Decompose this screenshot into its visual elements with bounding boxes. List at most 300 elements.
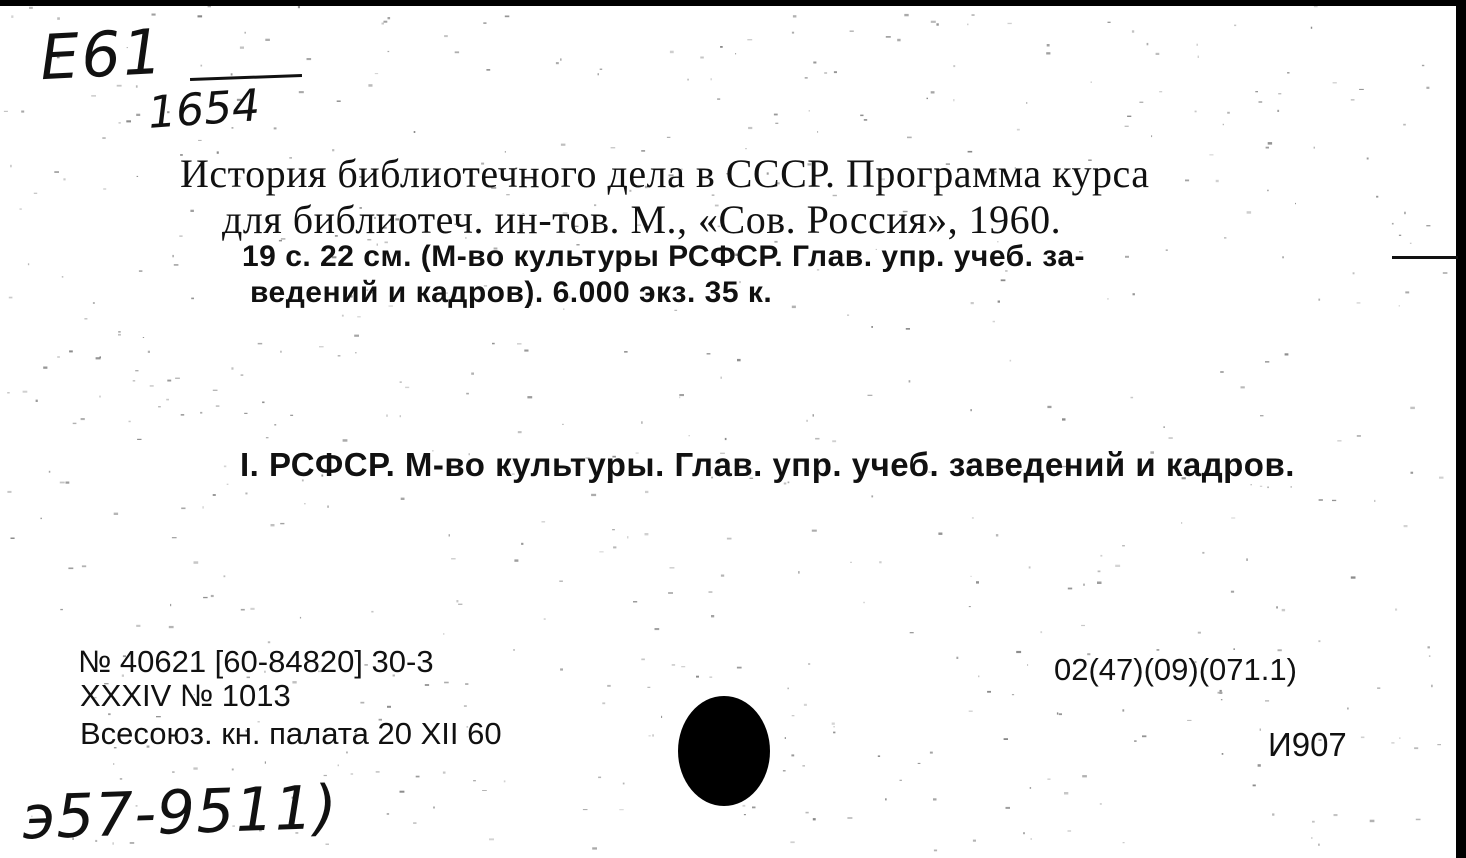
speckle xyxy=(721,575,724,577)
speckle xyxy=(775,123,778,124)
speckle xyxy=(967,24,968,26)
speckle xyxy=(1439,477,1444,479)
speckle xyxy=(7,392,10,394)
speckle xyxy=(139,270,143,272)
speckle xyxy=(167,380,171,382)
speckle xyxy=(1133,293,1135,295)
speckle xyxy=(241,609,245,611)
speckle xyxy=(1337,440,1341,441)
speckle xyxy=(933,798,937,800)
speckle xyxy=(1334,814,1338,816)
speckle xyxy=(847,817,852,818)
speckle xyxy=(1216,180,1219,182)
speckle xyxy=(850,31,854,32)
speckle xyxy=(847,315,849,316)
speckle xyxy=(1151,135,1152,137)
speckle xyxy=(1426,87,1429,89)
speckle xyxy=(611,147,616,148)
speckle xyxy=(602,702,605,704)
speckle xyxy=(1267,190,1269,192)
speckle xyxy=(1357,302,1361,303)
speckle xyxy=(133,380,136,381)
speckle xyxy=(681,666,685,667)
speckle xyxy=(1411,472,1414,474)
speckle xyxy=(1097,582,1102,585)
speckle xyxy=(181,414,185,416)
speckle xyxy=(1282,256,1283,258)
speckle xyxy=(203,597,208,598)
speckle xyxy=(456,600,458,602)
speckle xyxy=(382,23,385,25)
speckle xyxy=(1399,738,1400,739)
speckle xyxy=(298,6,300,8)
speckle xyxy=(1258,764,1261,767)
speckle xyxy=(405,387,409,388)
speckle xyxy=(514,559,518,561)
speckle xyxy=(274,127,277,129)
speckle xyxy=(1426,225,1430,226)
speckle xyxy=(1062,418,1066,420)
speckle xyxy=(1231,591,1234,593)
speckle xyxy=(1250,484,1252,485)
speckle xyxy=(798,571,800,574)
speckle xyxy=(387,706,391,708)
speckle xyxy=(930,752,933,754)
speckle xyxy=(833,726,834,727)
speckle xyxy=(416,776,420,778)
speckle xyxy=(1266,147,1269,149)
speckle xyxy=(1068,830,1072,831)
speckle xyxy=(20,209,22,210)
speckle xyxy=(307,58,312,60)
speckle xyxy=(802,765,805,766)
speckle xyxy=(972,14,975,16)
speckle xyxy=(560,58,562,60)
speckle xyxy=(1198,56,1199,58)
speckle xyxy=(1125,126,1129,127)
speckle xyxy=(1159,91,1162,92)
speckle xyxy=(231,73,233,75)
speckle xyxy=(785,737,786,739)
speckle xyxy=(1370,820,1375,823)
speckle xyxy=(414,131,416,133)
speckle xyxy=(1260,486,1262,487)
speckle xyxy=(931,91,935,93)
speckle xyxy=(224,466,226,468)
speckle xyxy=(29,7,33,9)
speckle xyxy=(118,334,121,336)
speckle xyxy=(1131,397,1134,399)
speckle xyxy=(1376,196,1378,198)
speckle xyxy=(1068,588,1072,590)
speckle xyxy=(1253,785,1256,787)
speckle xyxy=(1265,361,1269,363)
speckle xyxy=(1319,499,1323,501)
speckle xyxy=(1082,775,1087,777)
speckle xyxy=(319,346,324,347)
speckle xyxy=(1265,700,1269,702)
speckle xyxy=(1361,737,1365,739)
speckle xyxy=(900,780,902,781)
speckle xyxy=(1006,807,1011,809)
speckle xyxy=(627,536,628,538)
speckle xyxy=(1185,180,1189,182)
speckle xyxy=(1057,712,1058,714)
speckle xyxy=(1219,693,1222,694)
speckle xyxy=(1399,235,1401,236)
speckle xyxy=(1091,82,1092,83)
speckle xyxy=(598,73,600,75)
speckle xyxy=(150,385,154,386)
speckle xyxy=(1008,23,1012,24)
call-number-bottom: 1654 xyxy=(146,80,262,139)
speckle xyxy=(717,98,720,100)
speckle xyxy=(201,65,203,67)
speckle xyxy=(354,335,359,337)
speckle xyxy=(388,51,390,52)
speckle xyxy=(444,682,449,684)
speckle xyxy=(1134,740,1137,742)
speckle xyxy=(527,396,532,398)
speckle xyxy=(815,438,819,440)
speckle xyxy=(521,543,523,545)
speckle xyxy=(292,681,296,683)
speckle xyxy=(1181,522,1182,524)
speckle xyxy=(711,78,712,80)
speckle xyxy=(607,685,611,687)
speckle xyxy=(743,805,746,807)
speckle xyxy=(371,611,373,613)
speckle xyxy=(10,165,11,168)
speckle xyxy=(709,676,712,678)
speckle xyxy=(1187,720,1191,721)
speckle xyxy=(1234,25,1236,27)
speckle xyxy=(1107,298,1109,299)
speckle xyxy=(93,302,95,303)
speckle xyxy=(81,418,85,420)
speckle xyxy=(1416,819,1421,821)
speckle xyxy=(211,595,214,597)
speckle xyxy=(102,137,105,139)
speckle xyxy=(1268,487,1269,489)
speckle xyxy=(250,608,254,610)
speckle xyxy=(1312,821,1315,823)
speckle xyxy=(1392,223,1394,225)
speckle xyxy=(909,380,911,382)
speckle xyxy=(181,508,185,510)
speckle xyxy=(1278,93,1281,94)
speckle xyxy=(871,495,873,497)
speckle xyxy=(1064,792,1068,795)
speckle xyxy=(1311,27,1312,29)
speckle xyxy=(748,127,752,129)
speckle xyxy=(1374,500,1375,502)
speckle xyxy=(40,518,42,519)
speckle xyxy=(973,840,976,842)
speckle xyxy=(972,517,974,519)
speckle xyxy=(200,412,202,414)
speckle xyxy=(1391,742,1394,743)
speckle xyxy=(792,306,796,309)
speckle xyxy=(113,764,114,765)
speckle xyxy=(1285,353,1289,355)
speckle xyxy=(1268,142,1272,145)
speckle xyxy=(1282,609,1285,611)
speckle xyxy=(216,405,220,407)
speckle xyxy=(11,538,15,540)
speckle xyxy=(1404,525,1408,527)
speckle xyxy=(271,524,275,526)
speckle xyxy=(213,494,216,496)
speckle xyxy=(400,415,401,417)
speckle xyxy=(231,367,233,369)
speckle xyxy=(619,809,623,810)
speckle xyxy=(66,482,70,484)
speckle xyxy=(69,350,73,352)
speckle xyxy=(808,663,810,664)
speckle xyxy=(1115,565,1120,567)
speckle xyxy=(137,439,141,440)
speckle xyxy=(1125,256,1129,258)
speckle xyxy=(1100,555,1102,557)
speckle xyxy=(886,36,891,37)
speckle xyxy=(1422,65,1424,66)
speckle xyxy=(993,321,995,323)
speckle xyxy=(82,565,86,567)
speckle xyxy=(720,46,723,48)
speckle xyxy=(129,421,131,423)
speckle xyxy=(172,537,177,538)
speckle xyxy=(471,373,474,375)
speckle xyxy=(513,649,515,651)
speckle xyxy=(492,343,495,345)
speckle xyxy=(103,189,106,190)
speckle xyxy=(542,521,546,522)
speckle xyxy=(1031,838,1032,839)
speckle xyxy=(262,402,264,404)
speckle xyxy=(1197,44,1198,46)
author-code: И907 xyxy=(1268,726,1347,763)
speckle xyxy=(744,814,746,815)
speckle xyxy=(1272,813,1274,815)
speckle xyxy=(443,633,444,635)
speckle xyxy=(49,471,51,473)
speckle xyxy=(137,176,139,177)
speckle xyxy=(897,39,900,42)
speckle xyxy=(258,343,263,345)
speckle xyxy=(455,51,459,53)
speckle xyxy=(850,562,851,563)
call-number-top: Е61 xyxy=(38,14,166,95)
speckle xyxy=(473,780,476,781)
speckle xyxy=(1414,747,1418,749)
speckle xyxy=(1016,651,1021,653)
speckle xyxy=(401,498,405,500)
speckle xyxy=(1351,99,1355,100)
speckle xyxy=(91,95,96,96)
speckle xyxy=(227,484,229,485)
speckle xyxy=(1166,250,1168,251)
speckle xyxy=(670,51,674,54)
speckle xyxy=(737,667,742,669)
speckle xyxy=(969,711,973,712)
speckle xyxy=(709,591,713,593)
tracing-entry: I. РСФСР. М-во культуры. Глав. упр. учеб. заведений и кадров. xyxy=(240,446,1295,483)
speckle xyxy=(9,297,13,299)
speckle xyxy=(190,210,194,212)
description-line-2: ведений и кадров). 6.000 экз. 35 к. xyxy=(250,276,773,309)
speckle xyxy=(342,315,344,317)
speckle xyxy=(1314,147,1315,149)
speckle xyxy=(1163,426,1165,428)
speckle xyxy=(60,609,63,610)
speckle xyxy=(647,687,650,688)
speckle xyxy=(633,601,637,603)
speckle xyxy=(504,780,506,782)
speckle xyxy=(971,576,972,577)
speckle xyxy=(245,32,246,34)
speckle xyxy=(299,91,304,93)
speckle xyxy=(788,688,789,690)
speckle xyxy=(927,98,929,99)
speckle xyxy=(1220,690,1222,692)
speckle xyxy=(599,551,603,552)
speckle xyxy=(517,343,522,344)
speckle xyxy=(136,625,140,627)
speckle xyxy=(1139,102,1143,103)
footer-line-1: № 40621 [60-84820] 30-3 xyxy=(78,644,434,679)
speckle xyxy=(804,704,807,706)
speckle xyxy=(936,23,938,25)
speckle xyxy=(1233,648,1235,650)
speckle xyxy=(1231,518,1235,519)
inventory-number: э57-9511) xyxy=(20,772,340,854)
speckle xyxy=(338,765,339,767)
speckle xyxy=(976,581,979,583)
speckle xyxy=(727,538,732,540)
speckle xyxy=(54,171,59,173)
speckle xyxy=(1259,101,1263,103)
speckle xyxy=(696,676,699,678)
speckle xyxy=(1351,576,1356,578)
speckle xyxy=(1147,43,1149,45)
speckle xyxy=(679,394,684,396)
speckle xyxy=(483,22,486,23)
speckle xyxy=(987,691,991,693)
speckle xyxy=(451,558,456,560)
speckle xyxy=(1405,291,1409,293)
speckle xyxy=(1046,52,1050,54)
speckle xyxy=(96,357,101,359)
speckle xyxy=(774,114,778,116)
speckle xyxy=(562,424,563,425)
speckle xyxy=(561,144,566,146)
speckle xyxy=(809,110,810,111)
speckle xyxy=(265,761,266,763)
speckle xyxy=(679,397,680,399)
speckle xyxy=(1246,558,1248,561)
speckle xyxy=(1332,500,1336,501)
speckle xyxy=(792,32,794,34)
speckle xyxy=(166,399,169,401)
speckle xyxy=(7,491,11,493)
speckle xyxy=(752,807,756,809)
speckle xyxy=(700,57,704,59)
speckle xyxy=(99,396,101,398)
speckle xyxy=(337,101,341,102)
speckle xyxy=(591,494,596,496)
speckle xyxy=(832,440,836,442)
speckle xyxy=(1255,91,1258,92)
speckle xyxy=(280,351,281,353)
speckle xyxy=(1100,803,1102,805)
speckle xyxy=(735,53,736,54)
speckle xyxy=(556,62,559,64)
speckle xyxy=(645,533,649,535)
speckle xyxy=(864,119,867,121)
speckle xyxy=(996,534,998,536)
speckle xyxy=(43,367,47,369)
speckle xyxy=(143,337,144,338)
speckle xyxy=(245,493,247,495)
speckle xyxy=(489,838,494,840)
speckle xyxy=(860,115,863,117)
speckle xyxy=(1311,837,1312,838)
speckle xyxy=(368,84,372,87)
speckle xyxy=(813,62,816,64)
title-line-1: История библиотечного дела в СССР. Программа курса xyxy=(180,151,1150,196)
speckle xyxy=(689,435,690,436)
speckle xyxy=(600,69,603,70)
title-line-2: для библиотеч. ин-тов. М., «Сов. Россия», 1960. xyxy=(222,197,1062,242)
speckle xyxy=(1026,102,1027,104)
speckle xyxy=(300,617,301,619)
speckle xyxy=(265,39,270,41)
speckle xyxy=(174,264,179,266)
speckle xyxy=(400,381,402,383)
speckle xyxy=(1123,842,1125,843)
speckle xyxy=(4,111,8,112)
speckle xyxy=(1202,552,1204,554)
speckle xyxy=(953,99,954,101)
speckle xyxy=(433,807,435,809)
speckle xyxy=(645,491,648,493)
speckle xyxy=(84,318,87,319)
speckle xyxy=(1295,203,1296,204)
speckle xyxy=(274,424,276,425)
speckle xyxy=(863,602,864,603)
speckle xyxy=(971,302,974,304)
speckle xyxy=(148,351,150,353)
speckle xyxy=(806,812,809,814)
speckle xyxy=(464,705,467,707)
speckle xyxy=(136,114,140,116)
speckle xyxy=(11,15,13,18)
speckle xyxy=(544,618,546,619)
speckle xyxy=(791,754,794,756)
speckle xyxy=(1377,688,1380,689)
speckle xyxy=(1198,632,1201,634)
speckle xyxy=(170,604,171,606)
speckle xyxy=(118,331,121,333)
speckle xyxy=(1347,708,1348,710)
speckle xyxy=(918,763,921,764)
speckle xyxy=(304,503,305,504)
speckle xyxy=(813,414,814,416)
speckle xyxy=(1122,545,1125,546)
speckle xyxy=(1222,753,1224,755)
speckle xyxy=(649,735,651,736)
